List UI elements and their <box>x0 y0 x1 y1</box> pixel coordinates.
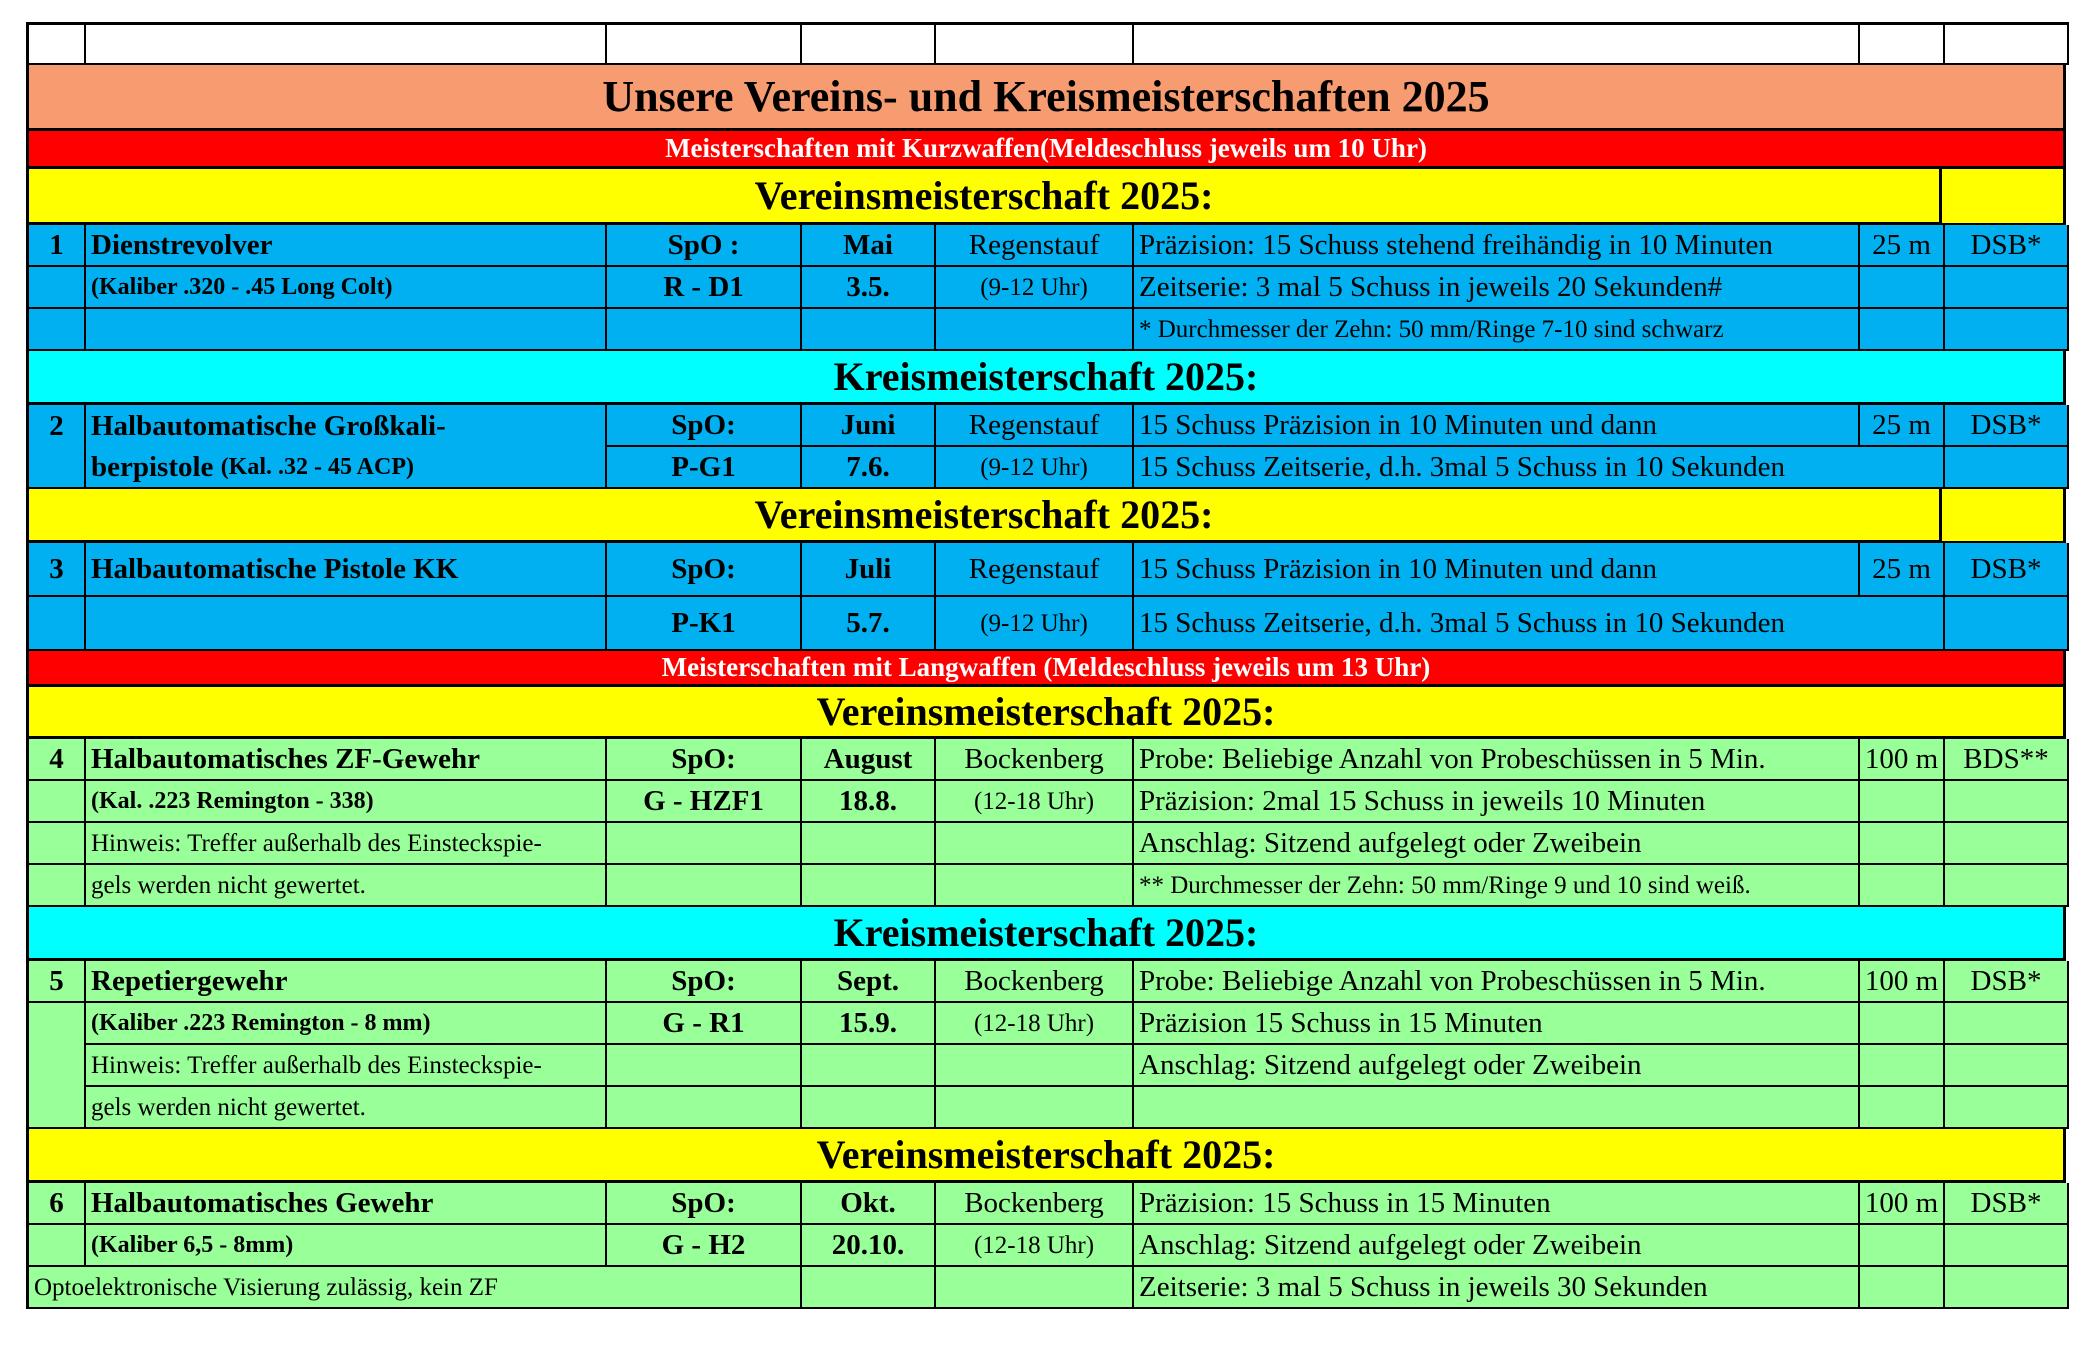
event-detail: (Kaliber .223 Remington - 8 mm) <box>86 1003 607 1045</box>
event-description: 15 Schuss Zeitserie, d.h. 3mal 5 Schuss in 10 Sekunden <box>1134 447 1945 489</box>
empty-cell <box>802 1087 936 1129</box>
event-distance: 25 m <box>1860 405 1945 447</box>
spo-label: SpO: <box>607 405 802 447</box>
event-name: Halbautomatisches Gewehr <box>86 1183 607 1225</box>
empty-cell <box>1860 1003 1945 1045</box>
event-location: Bockenberg <box>936 961 1134 1003</box>
vereinsmeisterschaft-header <box>26 169 2066 225</box>
event-description: Präzision: 15 Schuss in 15 Minuten <box>1134 1183 1860 1225</box>
empty-cell <box>936 865 1134 907</box>
empty-cell <box>86 25 607 65</box>
event-verband: DSB* <box>1945 405 2069 447</box>
empty-cell <box>1945 267 2069 309</box>
empty-cell <box>29 267 86 309</box>
event-verband: BDS** <box>1945 739 2069 781</box>
event-time: (12-18 Uhr) <box>936 1003 1134 1045</box>
empty-cell <box>802 1267 936 1309</box>
event-row <box>26 405 2069 447</box>
event-detail: (Kaliber .320 - .45 Long Colt) <box>86 267 607 309</box>
event-description: Anschlag: Sitzend aufgelegt oder Zweibein <box>1134 1225 1860 1267</box>
vereinsmeisterschaft-label: Vereinsmeisterschaft 2025: <box>26 489 1942 543</box>
spo-code: P-G1 <box>607 447 802 489</box>
event-note: * Durchmesser der Zehn: 50 mm/Ringe 7-10 sind schwarz <box>1134 309 1860 351</box>
empty-cell <box>29 1225 86 1267</box>
event-distance: 100 m <box>1860 739 1945 781</box>
spo-label: SpO: <box>607 739 802 781</box>
event-hint: Optoelektronische Visierung zulässig, kein ZF <box>29 1267 802 1309</box>
spo-code: P-K1 <box>607 597 802 651</box>
empty-cell <box>29 865 86 907</box>
event-time: (9-12 Uhr) <box>936 267 1134 309</box>
empty-cell <box>1860 1045 1945 1087</box>
empty-cell <box>936 1087 1134 1129</box>
vereinsmeisterschaft-header <box>26 687 2066 739</box>
event-month: Juli <box>802 543 936 597</box>
event-description: Präzision 15 Schuss in 15 Minuten <box>1134 1003 1860 1045</box>
empty-cell <box>607 309 802 351</box>
kreismeisterschaft-label: Kreismeisterschaft 2025: <box>26 351 2066 405</box>
event-month: August <box>802 739 936 781</box>
section-header-label: Meisterschaften mit Kurzwaffen(Meldeschluss jeweils um 10 Uhr) <box>26 131 2066 169</box>
event-location: Regenstauf <box>936 543 1134 597</box>
empty-cell <box>802 823 936 865</box>
event-name: Halbautomatische Pistole KK <box>86 543 607 597</box>
empty-cell <box>29 309 86 351</box>
section-header-langwaffen <box>26 651 2066 687</box>
event-description: Anschlag: Sitzend aufgelegt oder Zweibein <box>1134 1045 1860 1087</box>
event-month: Okt. <box>802 1183 936 1225</box>
spo-code: G - H2 <box>607 1225 802 1267</box>
event-row <box>26 1045 2069 1087</box>
event-number: 4 <box>29 739 86 781</box>
event-date: 15.9. <box>802 1003 936 1045</box>
event-date: 5.7. <box>802 597 936 651</box>
event-time: (9-12 Uhr) <box>936 447 1134 489</box>
event-row <box>26 1087 2069 1129</box>
event-verband: DSB* <box>1945 543 2069 597</box>
empty-cell <box>1945 1267 2069 1309</box>
event-hint: gels werden nicht gewertet. <box>86 865 607 907</box>
event-name: Halbautomatische Großkali- <box>86 405 607 447</box>
spo-label: SpO: <box>607 1183 802 1225</box>
section-header-label: Meisterschaften mit Langwaffen (Meldeschluss jeweils um 13 Uhr) <box>26 651 2066 687</box>
empty-cell <box>802 25 936 65</box>
event-note: ** Durchmesser der Zehn: 50 mm/Ringe 9 und 10 sind weiß. <box>1134 865 1860 907</box>
empty-cell <box>802 1045 936 1087</box>
event-hint: Hinweis: Treffer außerhalb des Einsteckspie- <box>86 823 607 865</box>
event-description: 15 Schuss Präzision in 10 Minuten und dann <box>1134 405 1860 447</box>
event-location: Bockenberg <box>936 1183 1134 1225</box>
empty-cell <box>1945 1087 2069 1129</box>
event-name: Repetiergewehr <box>86 961 607 1003</box>
event-description: Probe: Beliebige Anzahl von Probeschüssen in 5 Min. <box>1134 739 1860 781</box>
empty-cell <box>1860 823 1945 865</box>
empty-cell <box>29 781 86 823</box>
event-name-part: berpistole <box>91 450 214 483</box>
section-header-kurzwaffen <box>26 131 2066 169</box>
empty-cell <box>936 1267 1134 1309</box>
spo-label: SpO : <box>607 225 802 267</box>
event-month: Juni <box>802 405 936 447</box>
empty-cell <box>607 1087 802 1129</box>
empty-cell <box>1945 309 2069 351</box>
event-row <box>26 865 2069 907</box>
empty-cell <box>1860 865 1945 907</box>
event-row <box>26 1225 2069 1267</box>
event-number: 6 <box>29 1183 86 1225</box>
event-distance: 100 m <box>1860 961 1945 1003</box>
event-date: 20.10. <box>802 1225 936 1267</box>
empty-cell <box>936 25 1134 65</box>
event-description: 15 Schuss Präzision in 10 Minuten und dann <box>1134 543 1860 597</box>
empty-cell <box>607 823 802 865</box>
kreismeisterschaft-header <box>26 351 2066 405</box>
empty-cell <box>1860 1087 1945 1129</box>
empty-cell <box>1945 597 2069 651</box>
empty-header-row <box>26 22 2069 65</box>
empty-cell <box>607 865 802 907</box>
empty-cell <box>802 865 936 907</box>
event-time: (12-18 Uhr) <box>936 1225 1134 1267</box>
empty-cell <box>1942 169 2066 225</box>
event-number: 2 <box>29 405 86 447</box>
event-distance: 25 m <box>1860 543 1945 597</box>
event-time: (12-18 Uhr) <box>936 781 1134 823</box>
event-detail: (Kal. .32 - 45 ACP) <box>220 454 414 480</box>
championship-table <box>26 22 2066 1309</box>
spo-code: G - R1 <box>607 1003 802 1045</box>
empty-cell <box>1945 1225 2069 1267</box>
title-row <box>26 65 2066 131</box>
event-verband: DSB* <box>1945 1183 2069 1225</box>
empty-cell <box>1860 1267 1945 1309</box>
empty-cell <box>1860 1225 1945 1267</box>
empty-cell <box>1945 781 2069 823</box>
empty-cell <box>29 823 86 865</box>
empty-cell <box>29 25 86 65</box>
empty-cell <box>936 309 1134 351</box>
event-description: Probe: Beliebige Anzahl von Probeschüssen in 5 Min. <box>1134 961 1860 1003</box>
event-location: Bockenberg <box>936 739 1134 781</box>
event-row <box>26 823 2069 865</box>
event-description: 15 Schuss Zeitserie, d.h. 3mal 5 Schuss in 10 Sekunden <box>1134 597 1945 651</box>
empty-cell <box>936 1045 1134 1087</box>
empty-cell <box>1945 1003 2069 1045</box>
empty-cell <box>1942 489 2066 543</box>
event-row <box>26 781 2069 823</box>
spo-code: G - HZF1 <box>607 781 802 823</box>
event-row <box>26 961 2069 1003</box>
empty-cell <box>607 1045 802 1087</box>
event-distance: 25 m <box>1860 225 1945 267</box>
event-date: 3.5. <box>802 267 936 309</box>
empty-cell <box>936 823 1134 865</box>
empty-cell <box>86 597 607 651</box>
empty-cell <box>607 25 802 65</box>
page-title: Unsere Vereins- und Kreismeisterschaften 2025 <box>26 65 2066 131</box>
event-number: 3 <box>29 543 86 597</box>
vereinsmeisterschaft-label: Vereinsmeisterschaft 2025: <box>26 169 1942 225</box>
event-distance: 100 m <box>1860 1183 1945 1225</box>
empty-cell <box>1134 25 1860 65</box>
event-row <box>26 447 2069 489</box>
event-row <box>26 739 2069 781</box>
empty-cell <box>1945 447 2069 489</box>
empty-cell <box>1860 781 1945 823</box>
event-name-continued <box>86 447 607 489</box>
empty-cell <box>1860 25 1945 65</box>
event-verband: DSB* <box>1945 225 2069 267</box>
event-location: Regenstauf <box>936 405 1134 447</box>
event-row <box>26 267 2069 309</box>
empty-cell <box>29 1045 86 1087</box>
event-description: Zeitserie: 3 mal 5 Schuss in jeweils 20 Sekunden# <box>1134 267 1860 309</box>
event-location: Regenstauf <box>936 225 1134 267</box>
vereinsmeisterschaft-label: Vereinsmeisterschaft 2025: <box>26 1129 2066 1183</box>
empty-cell <box>1860 309 1945 351</box>
empty-cell <box>29 597 86 651</box>
spo-label: SpO: <box>607 961 802 1003</box>
event-number: 1 <box>29 225 86 267</box>
spo-code: R - D1 <box>607 267 802 309</box>
spo-label: SpO: <box>607 543 802 597</box>
event-row <box>26 309 2069 351</box>
event-description: Zeitserie: 3 mal 5 Schuss in jeweils 30 Sekunden <box>1134 1267 1860 1309</box>
vereinsmeisterschaft-header <box>26 489 2066 543</box>
empty-cell <box>86 309 607 351</box>
event-month: Sept. <box>802 961 936 1003</box>
event-date: 7.6. <box>802 447 936 489</box>
event-month: Mai <box>802 225 936 267</box>
empty-cell <box>1945 25 2069 65</box>
empty-cell <box>1860 267 1945 309</box>
event-number: 5 <box>29 961 86 1003</box>
empty-cell <box>1945 865 2069 907</box>
event-row <box>26 1003 2069 1045</box>
event-time: (9-12 Uhr) <box>936 597 1134 651</box>
event-detail: (Kal. .223 Remington - 338) <box>86 781 607 823</box>
event-description: Präzision: 15 Schuss stehend freihändig in 10 Minuten <box>1134 225 1860 267</box>
event-row <box>26 543 2069 597</box>
empty-cell <box>1134 1087 1860 1129</box>
vereinsmeisterschaft-header <box>26 1129 2066 1183</box>
event-row <box>26 1183 2069 1225</box>
vereinsmeisterschaft-label: Vereinsmeisterschaft 2025: <box>26 687 2066 739</box>
empty-cell <box>1945 823 2069 865</box>
event-name: Dienstrevolver <box>86 225 607 267</box>
event-date: 18.8. <box>802 781 936 823</box>
empty-cell <box>29 447 86 489</box>
event-description: Anschlag: Sitzend aufgelegt oder Zweibein <box>1134 823 1860 865</box>
event-name: Halbautomatisches ZF-Gewehr <box>86 739 607 781</box>
kreismeisterschaft-label: Kreismeisterschaft 2025: <box>26 907 2066 961</box>
event-description: Präzision: 2mal 15 Schuss in jeweils 10 Minuten <box>1134 781 1860 823</box>
empty-cell <box>1945 1045 2069 1087</box>
event-hint: Hinweis: Treffer außerhalb des Einsteckspie- <box>86 1045 607 1087</box>
empty-cell <box>802 309 936 351</box>
empty-cell <box>29 1003 86 1045</box>
kreismeisterschaft-header <box>26 907 2066 961</box>
event-verband: DSB* <box>1945 961 2069 1003</box>
event-row <box>26 225 2069 267</box>
event-row <box>26 597 2069 651</box>
empty-cell <box>29 1087 86 1129</box>
event-detail: (Kaliber 6,5 - 8mm) <box>86 1225 607 1267</box>
event-hint: gels werden nicht gewertet. <box>86 1087 607 1129</box>
event-row <box>26 1267 2069 1309</box>
